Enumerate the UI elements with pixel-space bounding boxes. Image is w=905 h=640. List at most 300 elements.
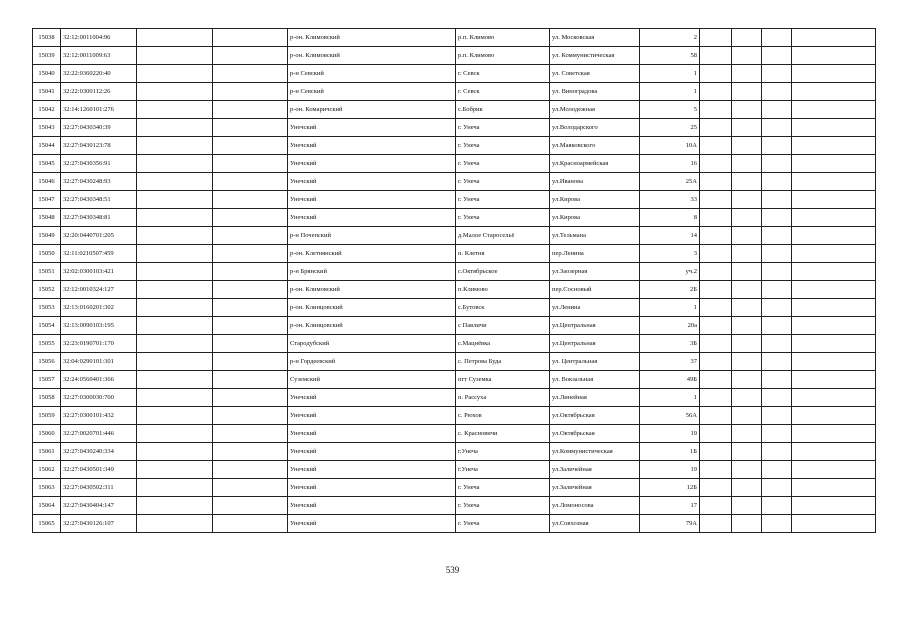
empty-cell bbox=[732, 407, 762, 425]
district-cell: Унечский bbox=[288, 461, 456, 479]
empty-cell bbox=[732, 515, 762, 533]
empty-cell bbox=[137, 65, 213, 83]
empty-cell bbox=[762, 479, 792, 497]
registry-number-cell: 15046 bbox=[33, 173, 61, 191]
district-cell: Стародубский bbox=[288, 335, 456, 353]
empty-cell bbox=[213, 353, 288, 371]
table-row bbox=[33, 389, 876, 407]
street-cell: ул.Октябрьская bbox=[550, 407, 640, 425]
empty-cell bbox=[732, 191, 762, 209]
empty-cell bbox=[213, 191, 288, 209]
cadastral-number-cell: 32:27:0430240:334 bbox=[61, 443, 137, 461]
empty-cell bbox=[137, 443, 213, 461]
empty-cell bbox=[213, 497, 288, 515]
cadastral-number-cell: 32:20:0440701:205 bbox=[61, 227, 137, 245]
empty-cell bbox=[213, 245, 288, 263]
empty-cell bbox=[792, 155, 876, 173]
empty-cell bbox=[137, 335, 213, 353]
empty-cell bbox=[762, 389, 792, 407]
empty-cell bbox=[213, 443, 288, 461]
house-number-cell: 58 bbox=[640, 47, 700, 65]
settlement-cell: г. Унеча bbox=[456, 137, 550, 155]
empty-cell bbox=[700, 515, 732, 533]
empty-cell bbox=[700, 83, 732, 101]
table-row bbox=[33, 29, 876, 47]
house-number-cell: 12Б bbox=[640, 479, 700, 497]
empty-cell bbox=[732, 173, 762, 191]
empty-cell bbox=[700, 461, 732, 479]
empty-cell bbox=[137, 281, 213, 299]
empty-cell bbox=[137, 299, 213, 317]
house-number-cell: уч.2 bbox=[640, 263, 700, 281]
cadastral-number-cell: 32:27:0430123:78 bbox=[61, 137, 137, 155]
table-row bbox=[33, 263, 876, 281]
street-cell: ул.Центральная bbox=[550, 317, 640, 335]
empty-cell bbox=[137, 353, 213, 371]
registry-number-cell: 15054 bbox=[33, 317, 61, 335]
registry-number-cell: 15063 bbox=[33, 479, 61, 497]
district-cell: р-н Почепский bbox=[288, 227, 456, 245]
house-number-cell: 19 bbox=[640, 425, 700, 443]
settlement-cell: р.п. Климово bbox=[456, 47, 550, 65]
empty-cell bbox=[732, 209, 762, 227]
street-cell: ул.Кирова bbox=[550, 191, 640, 209]
registry-number-cell: 15053 bbox=[33, 299, 61, 317]
house-number-cell: 14 bbox=[640, 227, 700, 245]
house-number-cell: 3Б bbox=[640, 335, 700, 353]
empty-cell bbox=[700, 155, 732, 173]
page-number: 539 bbox=[445, 565, 460, 575]
street-cell: ул.Иванова bbox=[550, 173, 640, 191]
house-number-cell: 10А bbox=[640, 137, 700, 155]
district-cell: Унечский bbox=[288, 155, 456, 173]
street-cell: ул. Виноградова bbox=[550, 83, 640, 101]
district-cell: р-н Гордеевский bbox=[288, 353, 456, 371]
empty-cell bbox=[762, 65, 792, 83]
empty-cell bbox=[762, 443, 792, 461]
empty-cell bbox=[700, 335, 732, 353]
settlement-cell: с Павличи bbox=[456, 317, 550, 335]
settlement-cell: д.Малое Старосельё bbox=[456, 227, 550, 245]
empty-cell bbox=[792, 209, 876, 227]
cadastral-number-cell: 32:13:0090103:195 bbox=[61, 317, 137, 335]
cadastral-number-cell: 32:27:0020701:446 bbox=[61, 425, 137, 443]
house-number-cell: 16 bbox=[640, 155, 700, 173]
empty-cell bbox=[732, 227, 762, 245]
empty-cell bbox=[762, 263, 792, 281]
settlement-cell: с. Красновичи bbox=[456, 425, 550, 443]
street-cell: пер.Сосновый bbox=[550, 281, 640, 299]
empty-cell bbox=[792, 407, 876, 425]
street-cell: ул.Маяковского bbox=[550, 137, 640, 155]
empty-cell bbox=[700, 263, 732, 281]
settlement-cell: г. Унеча bbox=[456, 119, 550, 137]
registry-number-cell: 15064 bbox=[33, 497, 61, 515]
empty-cell bbox=[213, 29, 288, 47]
street-cell: ул.Совхозная bbox=[550, 515, 640, 533]
registry-number-cell: 15050 bbox=[33, 245, 61, 263]
house-number-cell: 49Б bbox=[640, 371, 700, 389]
table-row bbox=[33, 371, 876, 389]
empty-cell bbox=[700, 47, 732, 65]
empty-cell bbox=[213, 515, 288, 533]
street-cell: ул.Кирова bbox=[550, 209, 640, 227]
district-cell: Унечский bbox=[288, 443, 456, 461]
district-cell: р-он. Комаричский bbox=[288, 101, 456, 119]
district-cell: р-он. Клинцовский bbox=[288, 299, 456, 317]
cadastral-number-cell: 32:27:0430501:349 bbox=[61, 461, 137, 479]
empty-cell bbox=[762, 227, 792, 245]
empty-cell bbox=[213, 209, 288, 227]
empty-cell bbox=[700, 443, 732, 461]
settlement-cell: р.п. Климово bbox=[456, 29, 550, 47]
empty-cell bbox=[137, 497, 213, 515]
cadastral-number-cell: 32:14:1260101:276 bbox=[61, 101, 137, 119]
empty-cell bbox=[732, 65, 762, 83]
empty-cell bbox=[762, 281, 792, 299]
empty-cell bbox=[137, 155, 213, 173]
empty-cell bbox=[792, 299, 876, 317]
empty-cell bbox=[762, 335, 792, 353]
settlement-cell: с.Бобрик bbox=[456, 101, 550, 119]
district-cell: р-н Севский bbox=[288, 65, 456, 83]
table-row bbox=[33, 353, 876, 371]
empty-cell bbox=[700, 407, 732, 425]
empty-cell bbox=[213, 335, 288, 353]
table-row bbox=[33, 227, 876, 245]
district-cell: Унечский bbox=[288, 191, 456, 209]
empty-cell bbox=[213, 137, 288, 155]
street-cell: пер.Ленина bbox=[550, 245, 640, 263]
settlement-cell: г. Севск bbox=[456, 83, 550, 101]
empty-cell bbox=[213, 47, 288, 65]
empty-cell bbox=[732, 281, 762, 299]
table-row bbox=[33, 335, 876, 353]
house-number-cell: 56А bbox=[640, 407, 700, 425]
registry-number-cell: 15043 bbox=[33, 119, 61, 137]
empty-cell bbox=[213, 317, 288, 335]
district-cell: Унечский bbox=[288, 407, 456, 425]
empty-cell bbox=[700, 425, 732, 443]
empty-cell bbox=[700, 173, 732, 191]
settlement-cell: г. Унеча bbox=[456, 479, 550, 497]
house-number-cell: 20а bbox=[640, 317, 700, 335]
settlement-cell: г.Унеча bbox=[456, 461, 550, 479]
empty-cell bbox=[762, 29, 792, 47]
street-cell: ул.Заозерная bbox=[550, 263, 640, 281]
street-cell: ул.Октябрьская bbox=[550, 425, 640, 443]
district-cell: Унечский bbox=[288, 425, 456, 443]
registry-number-cell: 15057 bbox=[33, 371, 61, 389]
empty-cell bbox=[792, 83, 876, 101]
registry-number-cell: 15041 bbox=[33, 83, 61, 101]
district-cell: Унечский bbox=[288, 479, 456, 497]
settlement-cell: с.Бутовск bbox=[456, 299, 550, 317]
settlement-cell: г. Унеча bbox=[456, 173, 550, 191]
district-cell: Суземский bbox=[288, 371, 456, 389]
empty-cell bbox=[762, 425, 792, 443]
house-number-cell: 17 bbox=[640, 497, 700, 515]
empty-cell bbox=[792, 479, 876, 497]
empty-cell bbox=[732, 299, 762, 317]
district-cell: Унечский bbox=[288, 497, 456, 515]
empty-cell bbox=[792, 47, 876, 65]
street-cell: ул. Московская bbox=[550, 29, 640, 47]
empty-cell bbox=[213, 461, 288, 479]
district-cell: Унечский bbox=[288, 209, 456, 227]
table-row bbox=[33, 209, 876, 227]
cadastral-number-cell: 32:27:0430340:39 bbox=[61, 119, 137, 137]
street-cell: ул.Заличейная bbox=[550, 461, 640, 479]
house-number-cell: 1 bbox=[640, 83, 700, 101]
table-row bbox=[33, 191, 876, 209]
empty-cell bbox=[137, 101, 213, 119]
cadastral-number-cell: 32:27:0430348:81 bbox=[61, 209, 137, 227]
district-cell: р-н Севский bbox=[288, 83, 456, 101]
table-row bbox=[33, 173, 876, 191]
empty-cell bbox=[700, 497, 732, 515]
empty-cell bbox=[792, 65, 876, 83]
empty-cell bbox=[762, 155, 792, 173]
empty-cell bbox=[762, 209, 792, 227]
cadastral-number-cell: 32:12:0010324:127 bbox=[61, 281, 137, 299]
settlement-cell: п. Рассуха bbox=[456, 389, 550, 407]
table-row bbox=[33, 317, 876, 335]
empty-cell bbox=[732, 155, 762, 173]
empty-cell bbox=[792, 281, 876, 299]
street-cell: ул. Вокзальная bbox=[550, 371, 640, 389]
cadastral-number-cell: 32:27:0430404:147 bbox=[61, 497, 137, 515]
empty-cell bbox=[213, 299, 288, 317]
empty-cell bbox=[792, 371, 876, 389]
empty-cell bbox=[792, 263, 876, 281]
registry-table-body bbox=[33, 29, 876, 533]
registry-number-cell: 15051 bbox=[33, 263, 61, 281]
empty-cell bbox=[792, 173, 876, 191]
house-number-cell: 8 bbox=[640, 209, 700, 227]
empty-cell bbox=[137, 47, 213, 65]
empty-cell bbox=[732, 263, 762, 281]
empty-cell bbox=[732, 353, 762, 371]
empty-cell bbox=[213, 479, 288, 497]
registry-number-cell: 15058 bbox=[33, 389, 61, 407]
empty-cell bbox=[700, 317, 732, 335]
district-cell: р-он. Климовский bbox=[288, 29, 456, 47]
street-cell: ул.Линейная bbox=[550, 389, 640, 407]
empty-cell bbox=[700, 65, 732, 83]
house-number-cell: 19 bbox=[640, 461, 700, 479]
registry-number-cell: 15038 bbox=[33, 29, 61, 47]
empty-cell bbox=[732, 119, 762, 137]
empty-cell bbox=[732, 389, 762, 407]
street-cell: ул.Ломоносова bbox=[550, 497, 640, 515]
table-row bbox=[33, 461, 876, 479]
empty-cell bbox=[700, 281, 732, 299]
empty-cell bbox=[137, 137, 213, 155]
empty-cell bbox=[137, 227, 213, 245]
empty-cell bbox=[732, 317, 762, 335]
empty-cell bbox=[762, 461, 792, 479]
registry-number-cell: 15056 bbox=[33, 353, 61, 371]
street-cell: ул.Молодежная bbox=[550, 101, 640, 119]
empty-cell bbox=[732, 83, 762, 101]
street-cell: ул.Володарского bbox=[550, 119, 640, 137]
empty-cell bbox=[732, 425, 762, 443]
district-cell: р-н Брянский bbox=[288, 263, 456, 281]
empty-cell bbox=[137, 317, 213, 335]
house-number-cell: 79А bbox=[640, 515, 700, 533]
registry-number-cell: 15052 bbox=[33, 281, 61, 299]
empty-cell bbox=[213, 227, 288, 245]
empty-cell bbox=[762, 317, 792, 335]
table-row bbox=[33, 83, 876, 101]
street-cell: ул.Коммунистическая bbox=[550, 443, 640, 461]
empty-cell bbox=[137, 29, 213, 47]
empty-cell bbox=[213, 425, 288, 443]
cadastral-number-cell: 32:24:0560401:366 bbox=[61, 371, 137, 389]
empty-cell bbox=[792, 389, 876, 407]
district-cell: р-он. Климовский bbox=[288, 47, 456, 65]
street-cell: ул.Тельмана bbox=[550, 227, 640, 245]
street-cell: ул.Заличейная bbox=[550, 479, 640, 497]
empty-cell bbox=[792, 317, 876, 335]
empty-cell bbox=[137, 83, 213, 101]
empty-cell bbox=[732, 137, 762, 155]
empty-cell bbox=[137, 515, 213, 533]
cadastral-number-cell: 32:27:0300030:700 bbox=[61, 389, 137, 407]
empty-cell bbox=[792, 137, 876, 155]
property-registry-table bbox=[32, 28, 876, 533]
empty-cell bbox=[700, 209, 732, 227]
empty-cell bbox=[792, 119, 876, 137]
empty-cell bbox=[137, 245, 213, 263]
table-row bbox=[33, 245, 876, 263]
cadastral-number-cell: 32:27:0430348:51 bbox=[61, 191, 137, 209]
registry-number-cell: 15062 bbox=[33, 461, 61, 479]
registry-number-cell: 15060 bbox=[33, 425, 61, 443]
empty-cell bbox=[762, 173, 792, 191]
settlement-cell: п.Климово bbox=[456, 281, 550, 299]
empty-cell bbox=[700, 101, 732, 119]
empty-cell bbox=[700, 227, 732, 245]
settlement-cell: с. Рюхов bbox=[456, 407, 550, 425]
house-number-cell: 1Б bbox=[640, 443, 700, 461]
district-cell: р-он. Клинцовский bbox=[288, 317, 456, 335]
cadastral-number-cell: 32:13:0160201:302 bbox=[61, 299, 137, 317]
empty-cell bbox=[792, 191, 876, 209]
empty-cell bbox=[792, 101, 876, 119]
empty-cell bbox=[762, 515, 792, 533]
district-cell: Унечский bbox=[288, 389, 456, 407]
empty-cell bbox=[762, 299, 792, 317]
cadastral-number-cell: 32:22:0360220:40 bbox=[61, 65, 137, 83]
empty-cell bbox=[762, 371, 792, 389]
registry-number-cell: 15048 bbox=[33, 209, 61, 227]
street-cell: ул. Коммунистическая bbox=[550, 47, 640, 65]
empty-cell bbox=[792, 515, 876, 533]
empty-cell bbox=[213, 389, 288, 407]
empty-cell bbox=[700, 119, 732, 137]
empty-cell bbox=[762, 407, 792, 425]
empty-cell bbox=[792, 425, 876, 443]
empty-cell bbox=[792, 443, 876, 461]
registry-number-cell: 15045 bbox=[33, 155, 61, 173]
settlement-cell: пгт Суземка bbox=[456, 371, 550, 389]
empty-cell bbox=[137, 425, 213, 443]
empty-cell bbox=[732, 245, 762, 263]
empty-cell bbox=[732, 101, 762, 119]
empty-cell bbox=[732, 335, 762, 353]
empty-cell bbox=[792, 335, 876, 353]
cadastral-number-cell: 32:27:0300101:432 bbox=[61, 407, 137, 425]
settlement-cell: г. Унеча bbox=[456, 209, 550, 227]
empty-cell bbox=[213, 119, 288, 137]
empty-cell bbox=[792, 245, 876, 263]
street-cell: ул. Центральная bbox=[550, 353, 640, 371]
table-row bbox=[33, 407, 876, 425]
registry-number-cell: 15047 bbox=[33, 191, 61, 209]
empty-cell bbox=[762, 191, 792, 209]
empty-cell bbox=[700, 191, 732, 209]
empty-cell bbox=[137, 191, 213, 209]
empty-cell bbox=[213, 281, 288, 299]
empty-cell bbox=[762, 47, 792, 65]
house-number-cell: 25 bbox=[640, 119, 700, 137]
empty-cell bbox=[137, 479, 213, 497]
table-row bbox=[33, 101, 876, 119]
empty-cell bbox=[137, 407, 213, 425]
empty-cell bbox=[137, 461, 213, 479]
cadastral-number-cell: 32:11:0210507:459 bbox=[61, 245, 137, 263]
settlement-cell: с.Октябрьское bbox=[456, 263, 550, 281]
settlement-cell: г. Унеча bbox=[456, 497, 550, 515]
registry-number-cell: 15061 bbox=[33, 443, 61, 461]
house-number-cell: 1 bbox=[640, 389, 700, 407]
table-row bbox=[33, 281, 876, 299]
empty-cell bbox=[792, 29, 876, 47]
empty-cell bbox=[213, 173, 288, 191]
cadastral-number-cell: 32:27:0430248:93 bbox=[61, 173, 137, 191]
empty-cell bbox=[137, 119, 213, 137]
empty-cell bbox=[762, 497, 792, 515]
table-row bbox=[33, 137, 876, 155]
empty-cell bbox=[213, 155, 288, 173]
table-row bbox=[33, 425, 876, 443]
empty-cell bbox=[762, 119, 792, 137]
registry-number-cell: 15039 bbox=[33, 47, 61, 65]
table-row bbox=[33, 299, 876, 317]
cadastral-number-cell: 32:27:0430126:107 bbox=[61, 515, 137, 533]
registry-number-cell: 15049 bbox=[33, 227, 61, 245]
district-cell: Унечский bbox=[288, 119, 456, 137]
house-number-cell: 2 bbox=[640, 29, 700, 47]
empty-cell bbox=[700, 479, 732, 497]
registry-number-cell: 15065 bbox=[33, 515, 61, 533]
settlement-cell: г. Унеча bbox=[456, 515, 550, 533]
settlement-cell: г. Унеча bbox=[456, 155, 550, 173]
house-number-cell: 5 bbox=[640, 101, 700, 119]
district-cell: Унечский bbox=[288, 137, 456, 155]
house-number-cell: 1 bbox=[640, 299, 700, 317]
settlement-cell: г.Унеча bbox=[456, 443, 550, 461]
house-number-cell: 25А bbox=[640, 173, 700, 191]
street-cell: ул.Красноармейская bbox=[550, 155, 640, 173]
empty-cell bbox=[792, 353, 876, 371]
table-row bbox=[33, 515, 876, 533]
empty-cell bbox=[213, 101, 288, 119]
empty-cell bbox=[213, 407, 288, 425]
empty-cell bbox=[792, 227, 876, 245]
